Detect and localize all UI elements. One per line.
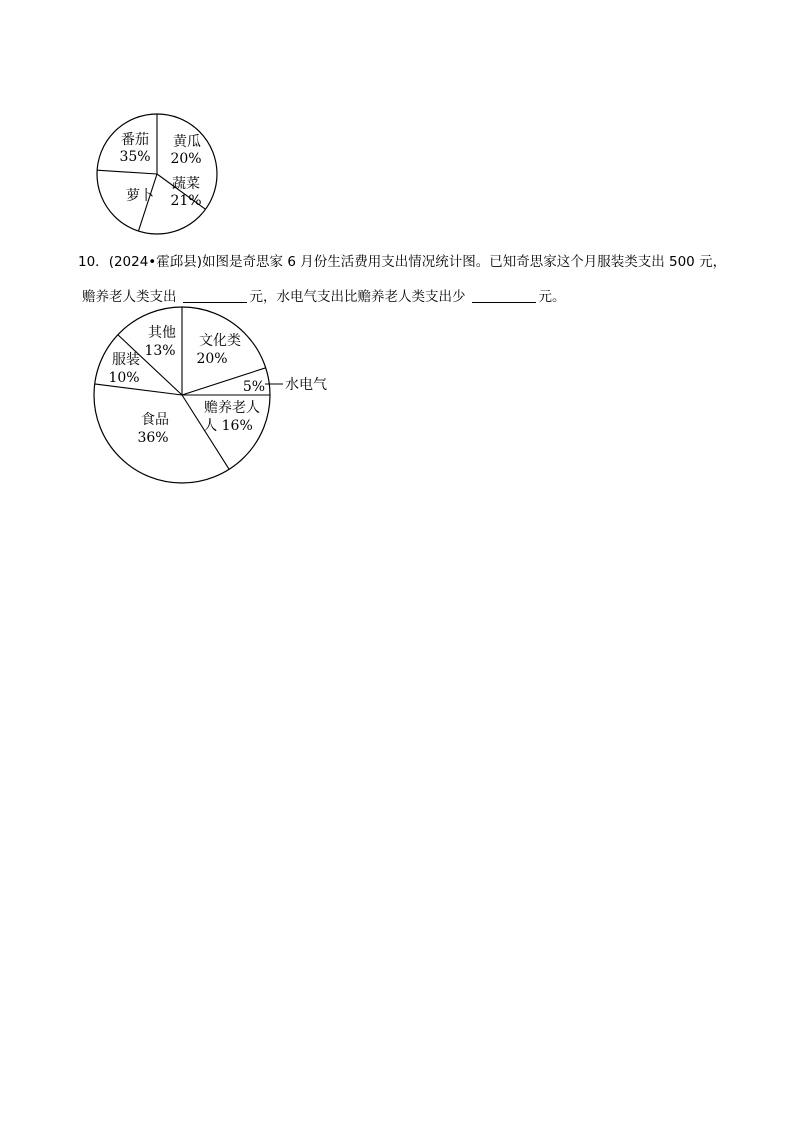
- slice-2-6-label: 13%: [144, 343, 176, 359]
- slice-2-4-name: 食品: [141, 412, 169, 428]
- expense-pie-chart: [0, 300, 400, 500]
- slice-1-1-label: 35%: [119, 149, 151, 165]
- question-text-1: 如图是奇思家 6 月份生活费用支出情况统计图。已知奇思家这个月服装类支出 500 元，: [202, 254, 727, 270]
- slice-1-2-label: 20%: [170, 151, 202, 167]
- slice-2-2-name: 水电气: [285, 377, 327, 393]
- slice-2-2-label: 5%: [242, 379, 266, 395]
- slice-2-4-label: 36%: [137, 430, 169, 446]
- question-text-2b: 元，水电气支出比赡养老人类支出少: [249, 289, 466, 305]
- slice-1-3-label: 21%: [170, 193, 202, 209]
- slice-2-1-name: 文化类: [199, 333, 241, 349]
- slice-1-2-name: 黄瓜: [173, 134, 201, 150]
- question-text-2c: 元。: [538, 289, 566, 305]
- slice-2-5-label: 10%: [108, 370, 140, 386]
- slice-2-5-name: 服装: [112, 352, 140, 368]
- slice-2-1-label: 20%: [196, 351, 228, 367]
- slice-1-4-name: 萝卜: [126, 188, 154, 204]
- pie-slice-edge: [97, 170, 157, 174]
- question-source: (2024•霍邱县): [108, 254, 203, 270]
- vegetable-pie-chart: [0, 0, 300, 240]
- question-line-1: [78, 245, 778, 280]
- slice-2-3-name: 赡养老人: [204, 400, 260, 416]
- question-text-2a: 赡养老人类支出: [82, 289, 177, 305]
- slice-2-3-label: 人 16%: [203, 418, 253, 434]
- slice-1-3-name: 蔬菜: [172, 176, 200, 192]
- question-number: 10．: [78, 254, 109, 270]
- slice-1-1-name: 番茄: [121, 132, 149, 148]
- slice-2-6-name: 其他: [148, 325, 176, 341]
- answer-blank-2[interactable]: [472, 288, 536, 303]
